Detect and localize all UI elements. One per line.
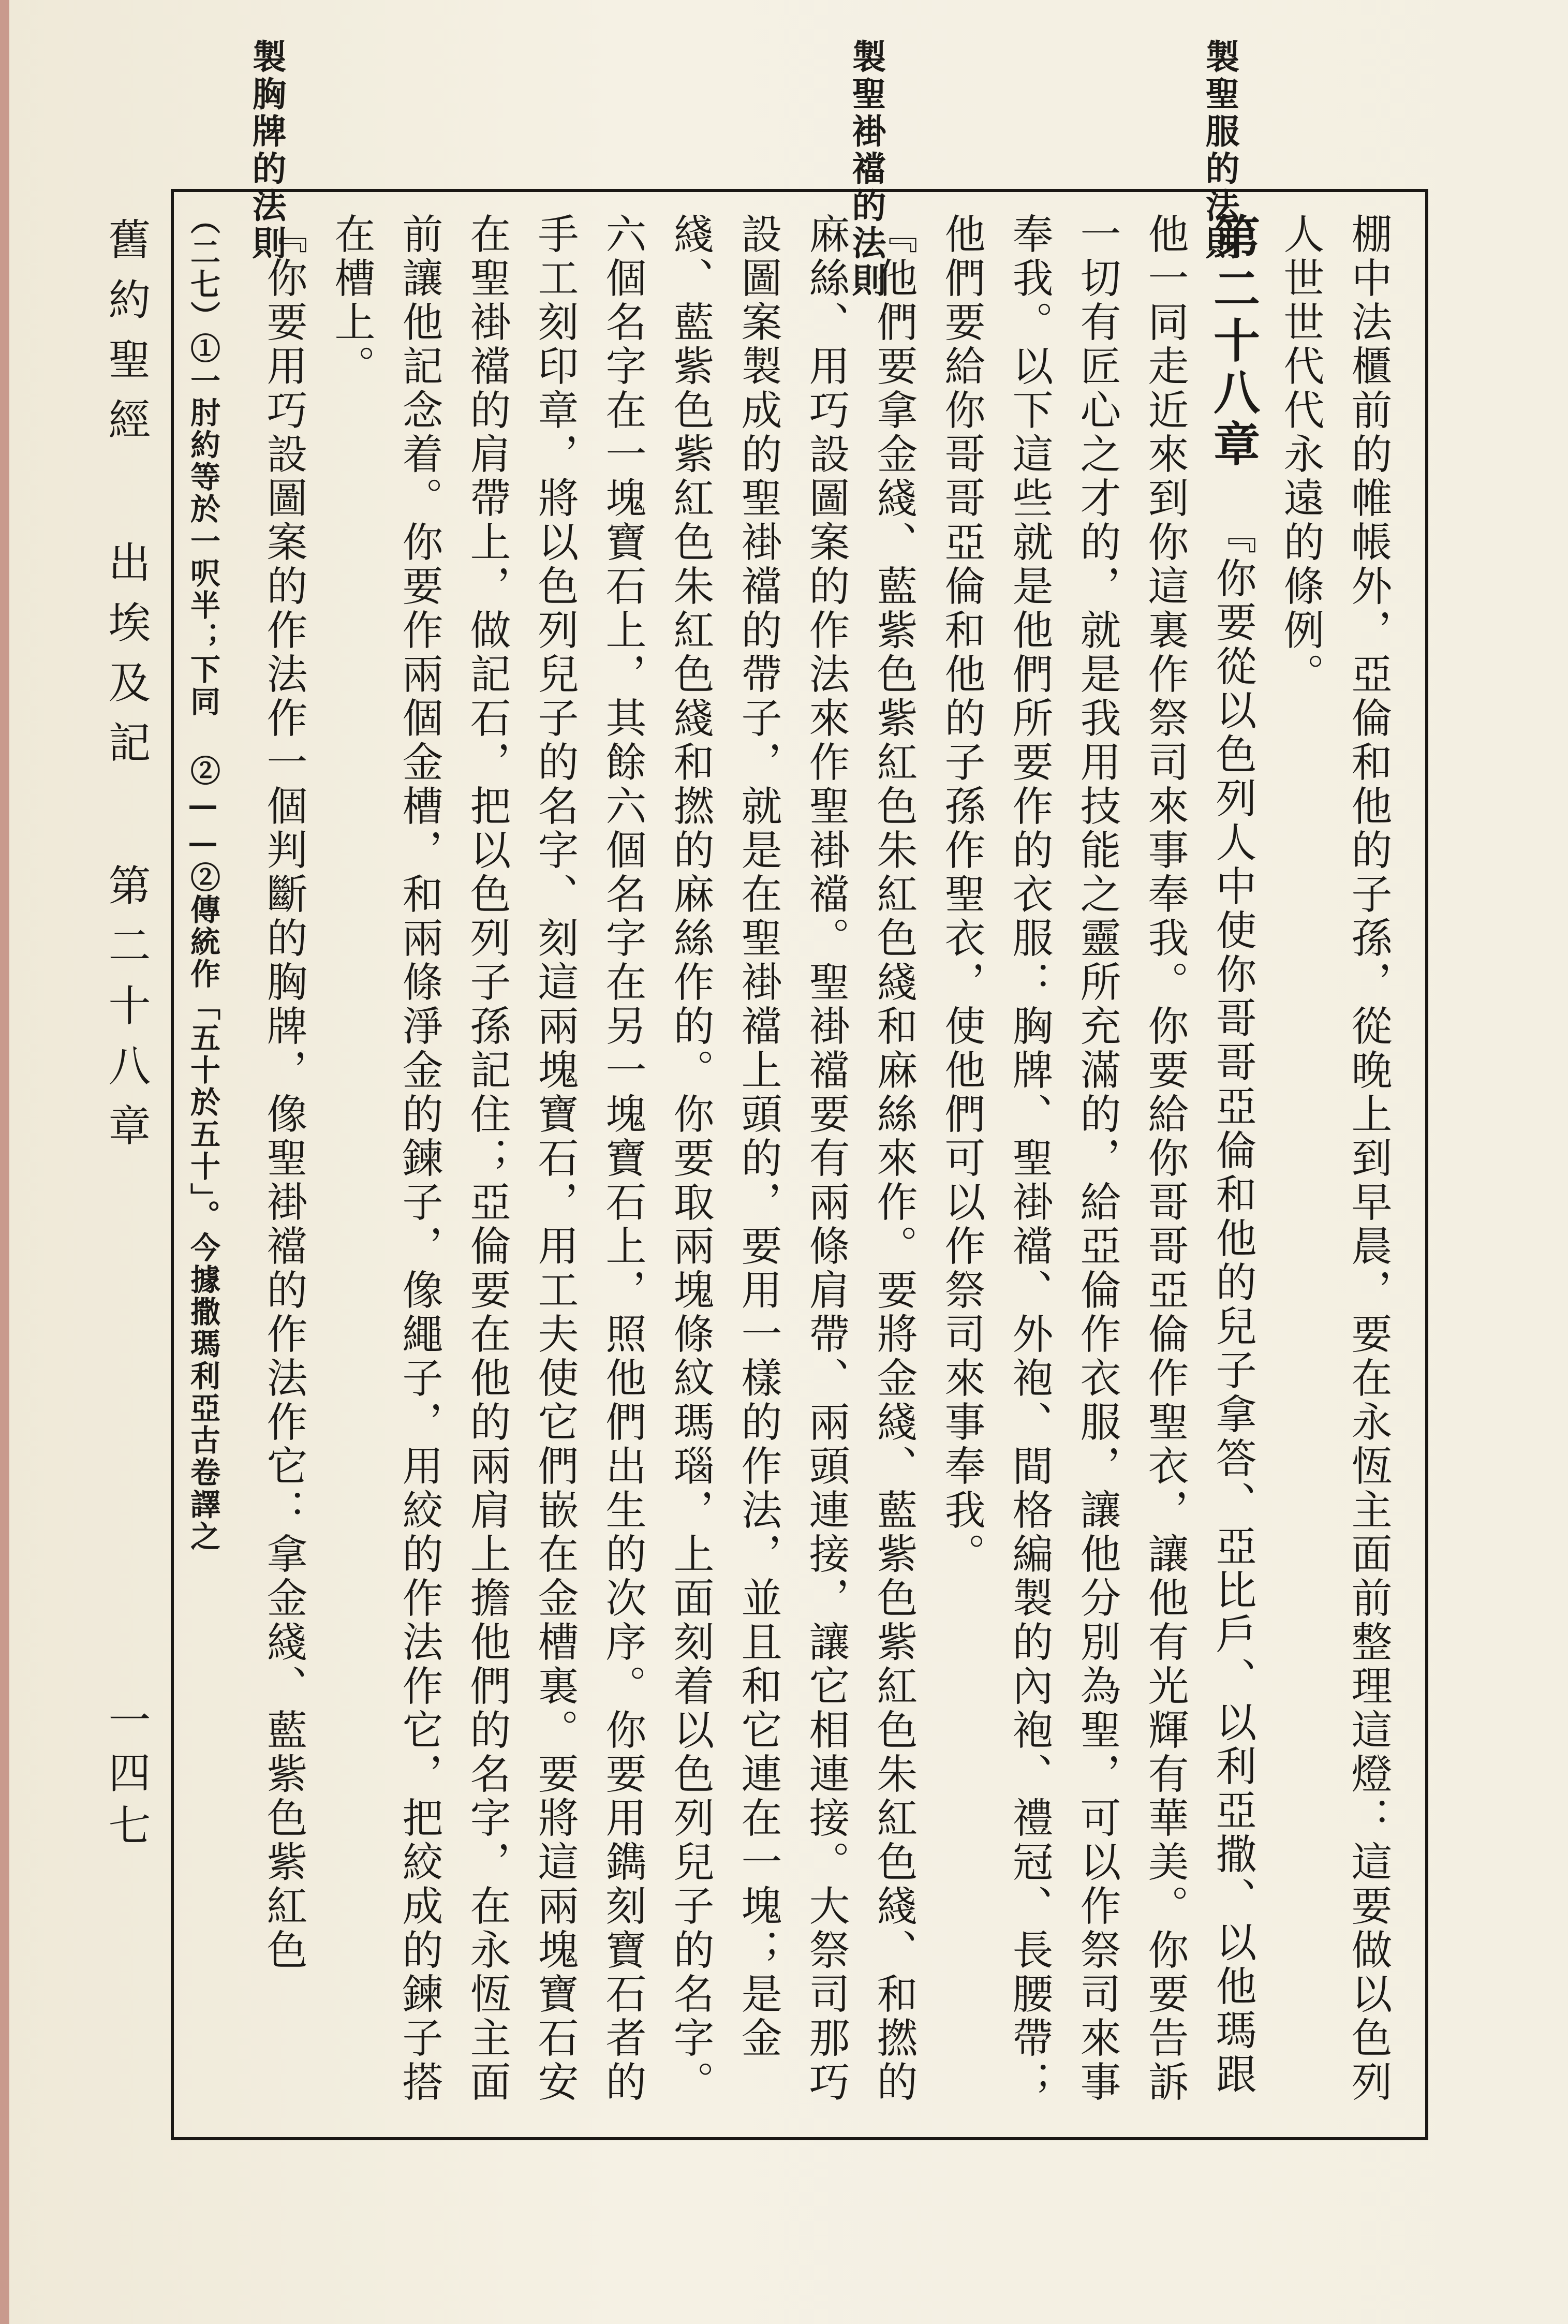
text-paragraph: 『你要用巧設圖案的作法作一個判斷的胸牌，像聖褂襠的作法作它：拿金綫、藍紫色紫紅色 [260, 213, 307, 1973]
text-paragraph: 『他們要拿金綫、藍紫色紫紅色朱紅色綫和麻絲來作。要將金綫、藍紫色紫紅色朱紅色綫、和撚的麻絲、用巧設圖案的作法來作聖褂襠。聖褂襠要有兩條肩帶、兩頭連接，讓它相連接。大祭司那巧設圖案製成的聖褂襠的帶子，就是在聖褂襠上頭的，要用一樣的作法，並且和它連在一塊；是金綫、藍紫色紫紅色朱紅色綫和撚的麻絲作的。你要取兩塊條紋瑪瑙，上面刻着以色列兒子的名字。六個名字在一塊寶石上，其餘六個名字在另一塊寶石上，照他們出生的次序。你要用鐫刻寶石者的手工刻印章，將以色列兒子的名字、刻這兩塊寶石，用工夫使它們嵌在金槽裏。要將這兩塊寶石安在聖褂襠的肩帶上，做記石，把以色列子孫記住；亞倫要在他的兩肩上擔他們的名字，在永恆主面前讓他記念着。你要作兩個金槽，和兩條淨金的鍊子，像繩子，用絞的作法作它，把絞成的鍊子搭在槽上。 [328, 213, 918, 2105]
side-heading-ephod: 製聖褂襠的法則 [846, 39, 886, 300]
side-heading-breastpiece: 製胸牌的法則 [246, 39, 287, 262]
text-paragraph: 『你要從以色列人中使你哥哥亞倫和他的兒子拿答、亞比戶、以利亞撒、以他瑪跟他一同走近來到你這裏作祭司來事奉我。你要給你哥哥亞倫作聖衣，讓他有光輝有華美。你要告訴一切有匠心之才的，就是我用技能之靈所充滿的，給亞倫作衣服，讓他分別為聖，可以作祭司來事奉我。以下這些就是他們所要作的衣服：胸牌、聖褂襠、外袍、間格編製的內袍、禮冠、長腰帶；他們要給你哥哥亞倫和他的子孫作聖衣，使他們可以作祭司來事奉我。 [938, 213, 1256, 2105]
footnote: （二七）①一肘約等於一呎半；下同 ②——②傳統作「五十於五十」。今據撒瑪利亞古卷譯之 [185, 204, 220, 1553]
text-frame [171, 189, 1428, 2140]
text-paragraph: 棚中法櫃前的帷帳外，亞倫和他的子孫，從晚上到早晨，要在永恆主面前整理這燈：這要做以色列人世世代代永遠的條例。 [1277, 213, 1392, 2105]
chapter-paragraph [927, 213, 1266, 2123]
book-spine-edge [0, 0, 9, 2324]
chapter-title: 第二十八章 [1205, 213, 1260, 472]
side-heading-holy-garments: 製聖服的法則 [1200, 39, 1240, 262]
body-text [249, 213, 1402, 2123]
running-header-book: 舊約聖經 [101, 217, 151, 458]
running-header [96, 217, 156, 1164]
running-header-chapter: 第二十八章 [101, 863, 151, 1164]
running-header-section: 出埃及記 [101, 540, 151, 781]
page-number: 一四七 [101, 1698, 151, 1856]
